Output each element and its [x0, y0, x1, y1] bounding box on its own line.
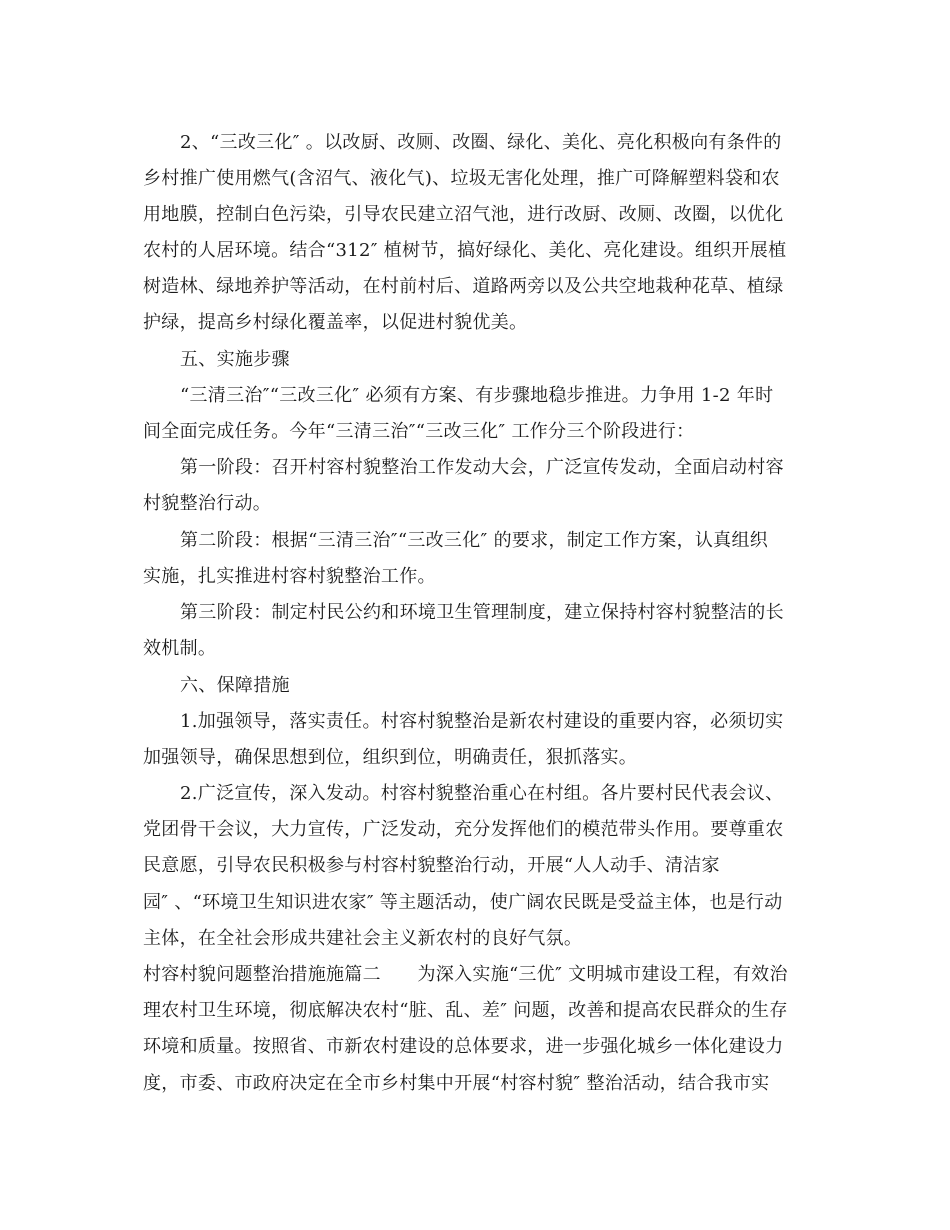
text-line: 树造林、绿地养护等活动，在村前村后、道路两旁以及公共空地栽种花草、植绿: [143, 276, 784, 297]
text-line: 第三阶段：制定村民公约和环境卫生管理制度，建立保持村容村貌整洁的长: [180, 602, 784, 623]
text-line: “三清三治″“三改三化″ 必须有方案、有步骤地稳步推进。力争用 1-2 年时: [180, 385, 774, 406]
text-line: 度，市委、市政府决定在全市乡村集中开展“村容村貌″ 整治活动，结合我市实: [143, 1073, 770, 1094]
text-line: 实施，扎实推进村容村貌整治工作。: [143, 566, 436, 587]
text-line: 主体，在全社会形成共建社会主义新农村的良好气氛。: [143, 928, 583, 949]
text-line: 效机制。: [143, 638, 217, 659]
text-line: 环境和质量。按照省、市新农村建设的总体要求，进一步强化城乡一体化建设力: [143, 1036, 784, 1057]
text-line: 村貌整治行动。: [143, 493, 272, 514]
text-line: 2.广泛宣传，深入发动。村容村貌整治重心在村组。各片要村民代表会议、: [180, 783, 784, 804]
text-line: 第二阶段：根据“三清三治″“三改三化″ 的要求，制定工作方案，认真组织: [180, 530, 769, 551]
text-line: 理农村卫生环境，彻底解决农村“脏、乱、差″ 问题，改善和提高农民群众的生存: [143, 1000, 788, 1021]
text-line: 2、“三改三化″ 。以改厨、改厕、改圈、绿化、美化、亮化积极向有条件的: [180, 132, 782, 153]
text-line: 农村的人居环境。结合“312″ 植树节，搞好绿化、美化、亮化建设。组织开展植: [143, 240, 787, 261]
text-line: 间全面完成任务。今年“三清三治″“三改三化″ 工作分三个阶段进行：: [143, 421, 695, 442]
text-line: 用地膜，控制白色污染，引导农民建立沼气池，进行改厨、改厕、改圈，以优化: [143, 204, 784, 225]
text-line: 村容村貌问题整治措施施篇二 为深入实施“三优″ 文明城市建设工程，有效治: [143, 964, 788, 985]
section-heading: 五、实施步骤: [180, 349, 290, 370]
text-line: 民意愿，引导农民积极参与村容村貌整治行动，开展“人人动手、清洁家: [143, 855, 720, 876]
text-line: 护绿，提高乡村绿化覆盖率，以促进村貌优美。: [143, 312, 528, 333]
text-line: 乡村推广使用燃气(含沼气、液化气)、垃圾无害化处理，推广可降解塑料袋和农: [143, 168, 780, 189]
text-line: 1.加强领导，落实责任。村容村貌整治是新农村建设的重要内容，必须切实: [180, 711, 784, 732]
section-heading: 六、保障措施: [180, 675, 290, 696]
text-line: 园″ 、“环境卫生知识进农家″ 等主题活动，使广阔农民既是受益主体，也是行动: [143, 892, 783, 913]
text-line: 加强领导，确保思想到位，组织到位，明确责任，狠抓落实。: [143, 747, 638, 768]
text-line: 第一阶段：召开村容村貌整治工作发动大会，广泛宣传发动，全面启动村容: [180, 457, 784, 478]
text-line: 党团骨干会议，大力宣传，广泛发动，充分发挥他们的模范带头作用。要尊重农: [143, 819, 784, 840]
